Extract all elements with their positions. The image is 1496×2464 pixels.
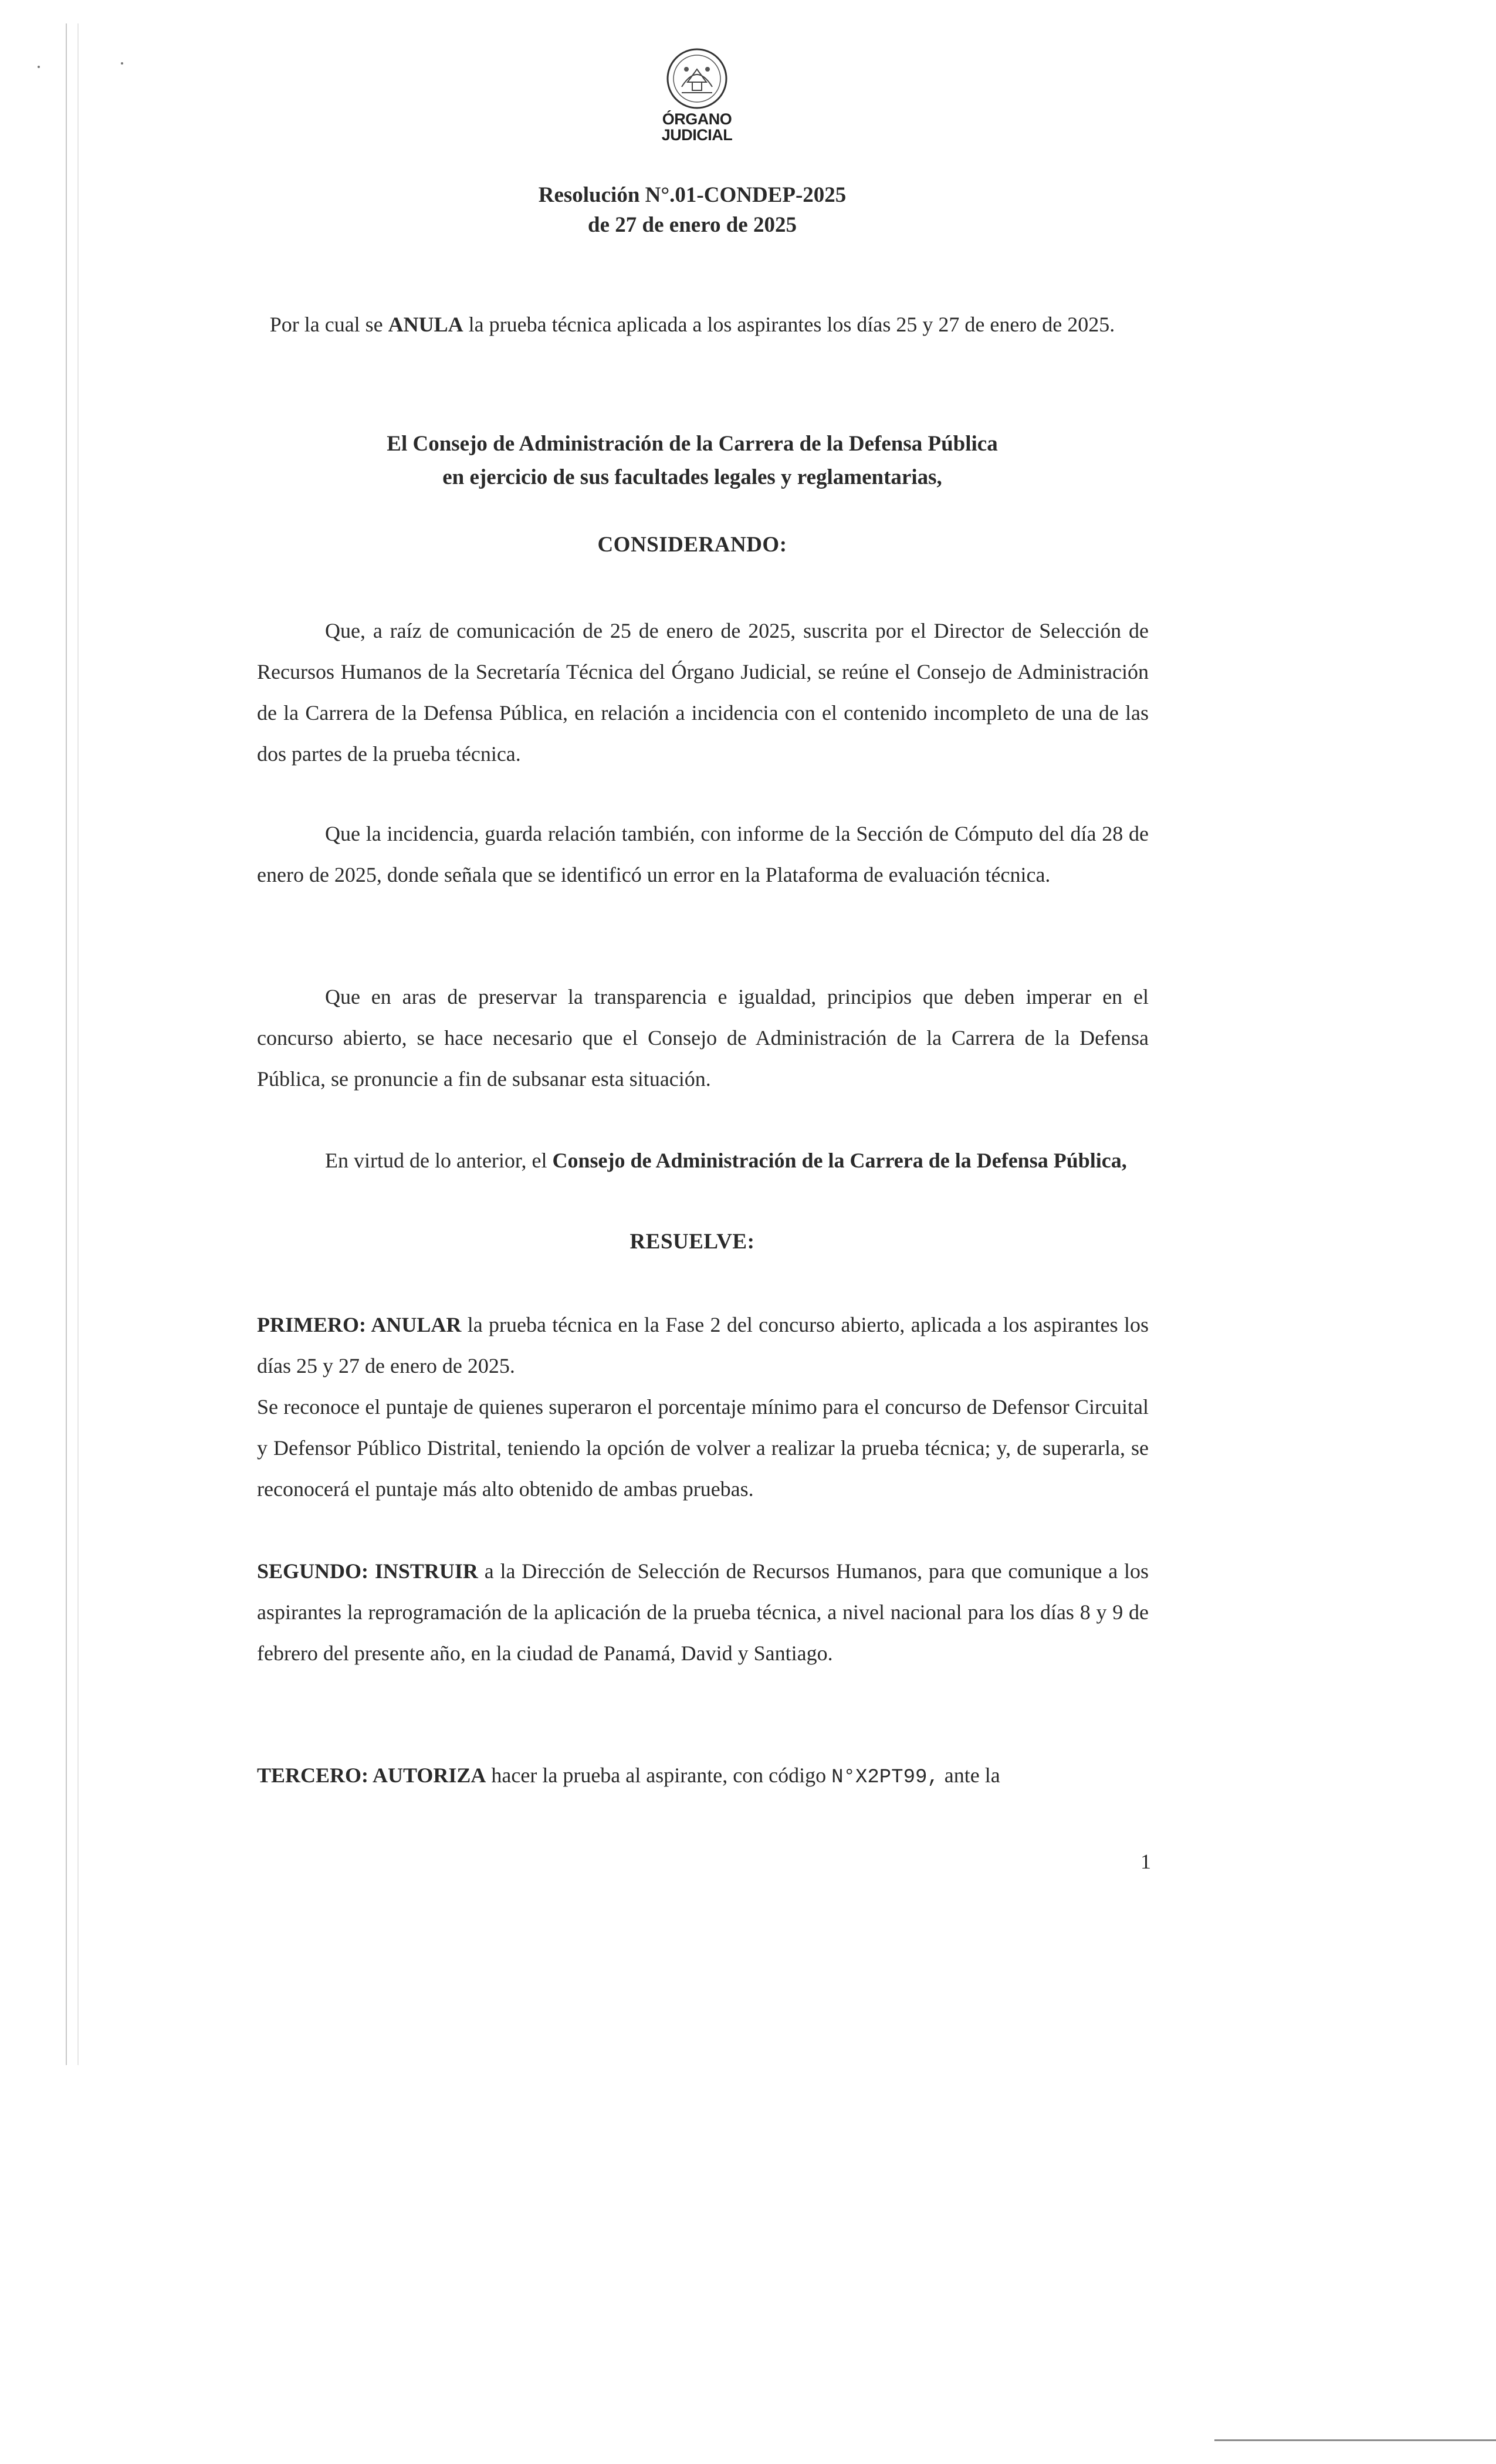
resolution-date: de 27 de enero de 2025 [588, 213, 797, 237]
tercero-label: TERCERO: AUTORIZA [257, 1764, 486, 1787]
seal-emblem-icon [664, 46, 730, 111]
segundo-label: SEGUNDO: INSTRUIR [257, 1559, 478, 1583]
resolution-title: Resolución N°.01-CONDEP-2025 [538, 183, 847, 207]
scan-edge-line [66, 23, 67, 2065]
scan-speck [38, 66, 40, 68]
tercero-text-pre: hacer la prueba al aspirante, con código [491, 1764, 827, 1787]
considerando-p2-text: Que la incidencia, guarda relación también, con informe de la Sección de Cómputo del día 28 de enero de 2025, donde señala que se identificó un error en la Plataforma de evaluación técnica. [257, 822, 1149, 886]
scan-edge-line [77, 23, 79, 2065]
considerando-p4-bold: Consejo de Administración de la Carrera de la Defensa Pública, [552, 1149, 1127, 1172]
scan-bottom-line [1214, 2439, 1496, 2441]
subject-pre: Por la cual se [269, 313, 383, 336]
considerando-paragraph [257, 976, 1149, 1099]
subject-post: la prueba técnica aplicada a los aspirantes los días 25 y 27 de enero de 2025. [468, 313, 1115, 336]
considerando-paragraph [257, 1140, 1149, 1181]
council-statement [235, 427, 1150, 494]
primero-label: PRIMERO: ANULAR [257, 1313, 462, 1336]
considerando-p3-text: Que en aras de preservar la transparencia e igualdad, principios que deben imperar en el concurso abierto, se hace necesario que el Consejo de Administración de la Carrera de la Defensa Pública, se pronuncie a fin de subsanar esta situación. [257, 985, 1149, 1091]
resuelve-heading: RESUELVE: [629, 1230, 755, 1254]
considerando-paragraph [257, 813, 1149, 895]
primero-text-2: Se reconoce el puntaje de quienes superaron el porcentaje mínimo para el concurso de Defensor Circuital y Defensor Público Distrital, teniendo la opción de volver a realizar la prueba técnica; y, de superarla, se reconocerá el puntaje más alto obtenido de ambas pruebas. [257, 1395, 1149, 1501]
organo-judicial-seal [656, 46, 738, 151]
scan-speck [121, 62, 123, 65]
seal-line-2: JUDICIAL [661, 126, 733, 144]
considerando-p4-pre: En virtud de lo anterior, el [325, 1149, 547, 1172]
segundo-text: a la Dirección de Selección de Recursos Humanos, para que comunique a los aspirantes la reprogramación de la aplicación de la prueba técnica, a nivel nacional para los días 8 y 9 de febrero del presente año, en la ciudad de Panamá, David y Santiago. [257, 1559, 1149, 1665]
page-number: 1 [1140, 1850, 1151, 1873]
primero-text: la prueba técnica en la Fase 2 del concurso abierto, aplicada a los aspirantes los días 25 y 27 de enero de 2025. [257, 1313, 1149, 1377]
resolution-article-segundo [257, 1551, 1149, 1674]
considerando-heading: CONSIDERANDO: [597, 533, 787, 557]
resolution-subject [235, 304, 1150, 346]
subject-action: ANULA [388, 313, 463, 336]
tercero-text-post: ante la [944, 1764, 1000, 1787]
considerando-paragraph [257, 610, 1149, 774]
council-line-1: El Consejo de Administración de la Carrera de la Defensa Pública [387, 432, 998, 456]
resolution-article-tercero [257, 1755, 1149, 1798]
resolution-article-primero [257, 1304, 1149, 1509]
considerando-p1-text: Que, a raíz de comunicación de 25 de enero de 2025, suscrita por el Director de Selección de Recursos Humanos de la Secretaría Técnica del Órgano Judicial, se reúne el Consejo de Administración de la Carrera de la Defensa Pública, en relación a incidencia con el contenido incompleto de una de las dos partes de la prueba técnica. [257, 619, 1149, 766]
aspirant-code: N°X2PT99, [831, 1766, 939, 1789]
seal-line-1: ÓRGANO [662, 110, 732, 128]
council-line-2: en ejercicio de sus facultades legales y reglamentarias, [442, 465, 942, 489]
